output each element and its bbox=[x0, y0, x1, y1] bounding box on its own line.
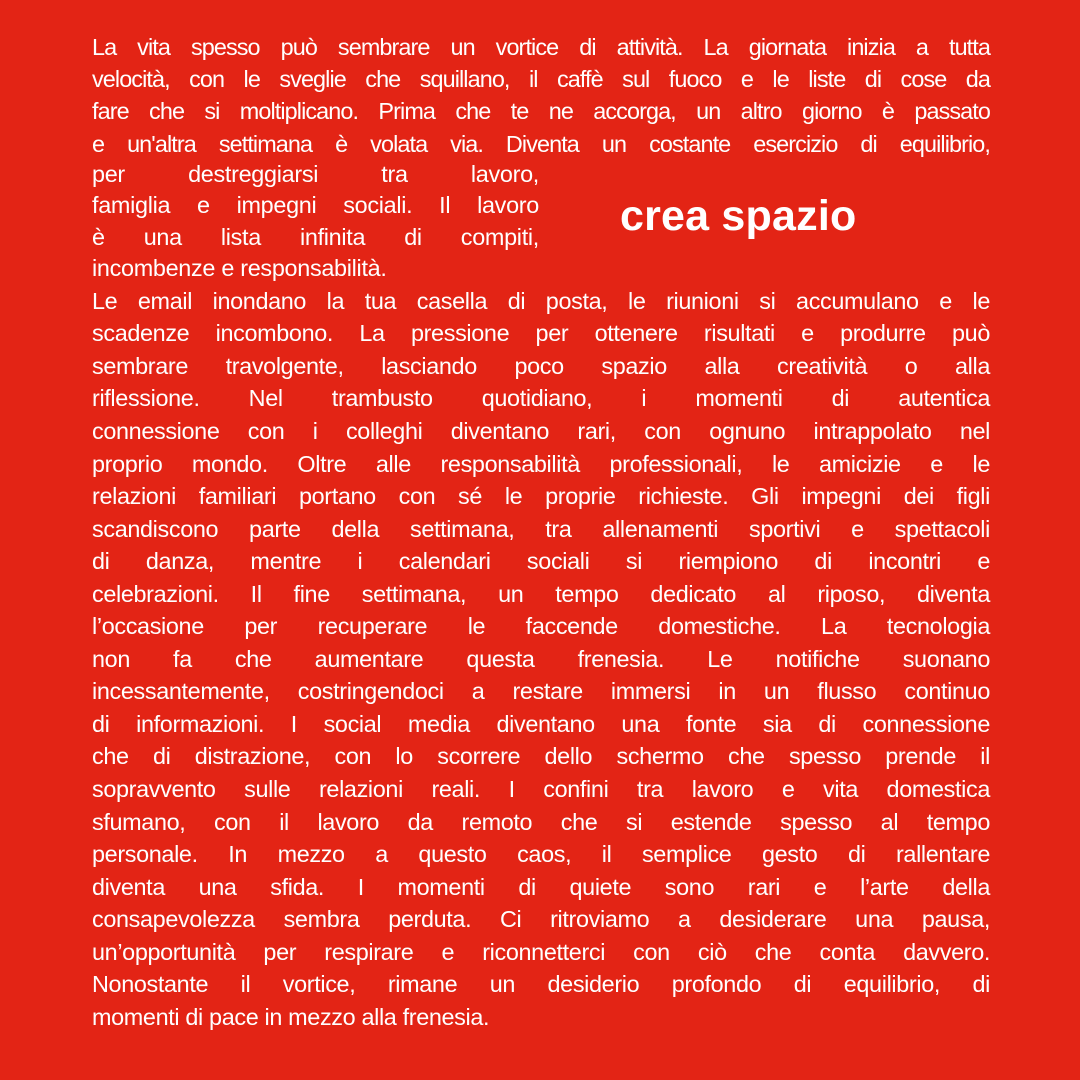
body-line: Nonostante il vortice, rimane un desiderio profondo di equilibrio, di bbox=[92, 971, 990, 998]
body-line: diventa una sfida. I momenti di quiete sono rari e l’arte della bbox=[92, 873, 990, 900]
column-with-headline bbox=[92, 159, 990, 285]
body-line: che di distrazione, con lo scorrere dello schermo che spesso prende il bbox=[92, 743, 990, 770]
body-line: scadenze incombono. La pressione per ottenere risultati e produrre può bbox=[92, 320, 990, 347]
headline: crea spazio bbox=[620, 191, 857, 240]
body-line: l’occasione per recuperare le faccende domestiche. La tecnologia bbox=[92, 613, 990, 640]
body-line: incessantemente, costringendoci a restare immersi in un flusso continuo bbox=[92, 678, 990, 705]
body-line: di informazioni. I social media diventano una fonte sia di connessione bbox=[92, 710, 990, 737]
column-line: famiglia e impegni sociali. Il lavoro bbox=[92, 192, 539, 219]
column-paragraph bbox=[92, 159, 539, 285]
body-line: sembrare travolgente, lasciando poco spazio alla creatività o alla bbox=[92, 352, 990, 379]
body-line: connessione con i colleghi diventano rari, con ognuno intrappolato nel bbox=[92, 418, 990, 444]
body-line: proprio mondo. Oltre alle responsabilità professionali, le amicizie e le bbox=[92, 450, 990, 477]
column-line: per destreggiarsi tra lavoro, bbox=[92, 160, 539, 187]
intro-line: La vita spesso può sembrare un vortice di attività. La giornata inizia a tutta bbox=[92, 34, 990, 60]
body-line: momenti di pace in mezzo alla frenesia. bbox=[92, 1003, 490, 1030]
body-line: consapevolezza sembra perduta. Ci ritroviamo a desiderare una pausa, bbox=[92, 906, 990, 933]
body-line: relazioni familiari portano con sé le proprie richieste. Gli impegni dei figli bbox=[92, 483, 990, 510]
intro-line: velocità, con le sveglie che squillano, il caffè sul fuoco e le liste di cose da bbox=[92, 66, 990, 93]
intro-line: e un'altra settimana è volata via. Diventa un costante esercizio di equilibrio, bbox=[92, 130, 990, 157]
body-line: sopravvento sulle relazioni reali. I confini tra lavoro e vita domestica bbox=[92, 776, 990, 803]
text-page bbox=[92, 31, 990, 1061]
body-line: riflessione. Nel trambusto quotidiano, i momenti di autentica bbox=[92, 385, 990, 412]
intro-line: fare che si moltiplicano. Prima che te ne accorga, un altro giorno è passato bbox=[92, 98, 990, 125]
column-line: è una lista infinita di compiti, bbox=[92, 223, 539, 250]
body-line: scandiscono parte della settimana, tra allenamenti sportivi e spettacoli bbox=[92, 515, 990, 542]
body-line: personale. In mezzo a questo caos, il semplice gesto di rallentare bbox=[92, 841, 990, 868]
body-paragraph bbox=[92, 285, 990, 1034]
body-line: non fa che aumentare questa frenesia. Le notifiche suonano bbox=[92, 645, 990, 672]
body-line: un’opportunità per respirare e riconnetterci con ciò che conta davvero. bbox=[92, 938, 990, 965]
body-line: sfumano, con il lavoro da remoto che si estende spesso al tempo bbox=[92, 808, 990, 835]
body-line: celebrazioni. Il fine settimana, un tempo dedicato al riposo, diventa bbox=[92, 580, 990, 607]
body-line: di danza, mentre i calendari sociali si riempiono di incontri e bbox=[92, 548, 990, 575]
intro-paragraph bbox=[92, 31, 990, 160]
column-line: incombenze e responsabilità. bbox=[92, 255, 387, 282]
body-line: Le email inondano la tua casella di posta, le riunioni si accumulano e le bbox=[92, 287, 990, 314]
